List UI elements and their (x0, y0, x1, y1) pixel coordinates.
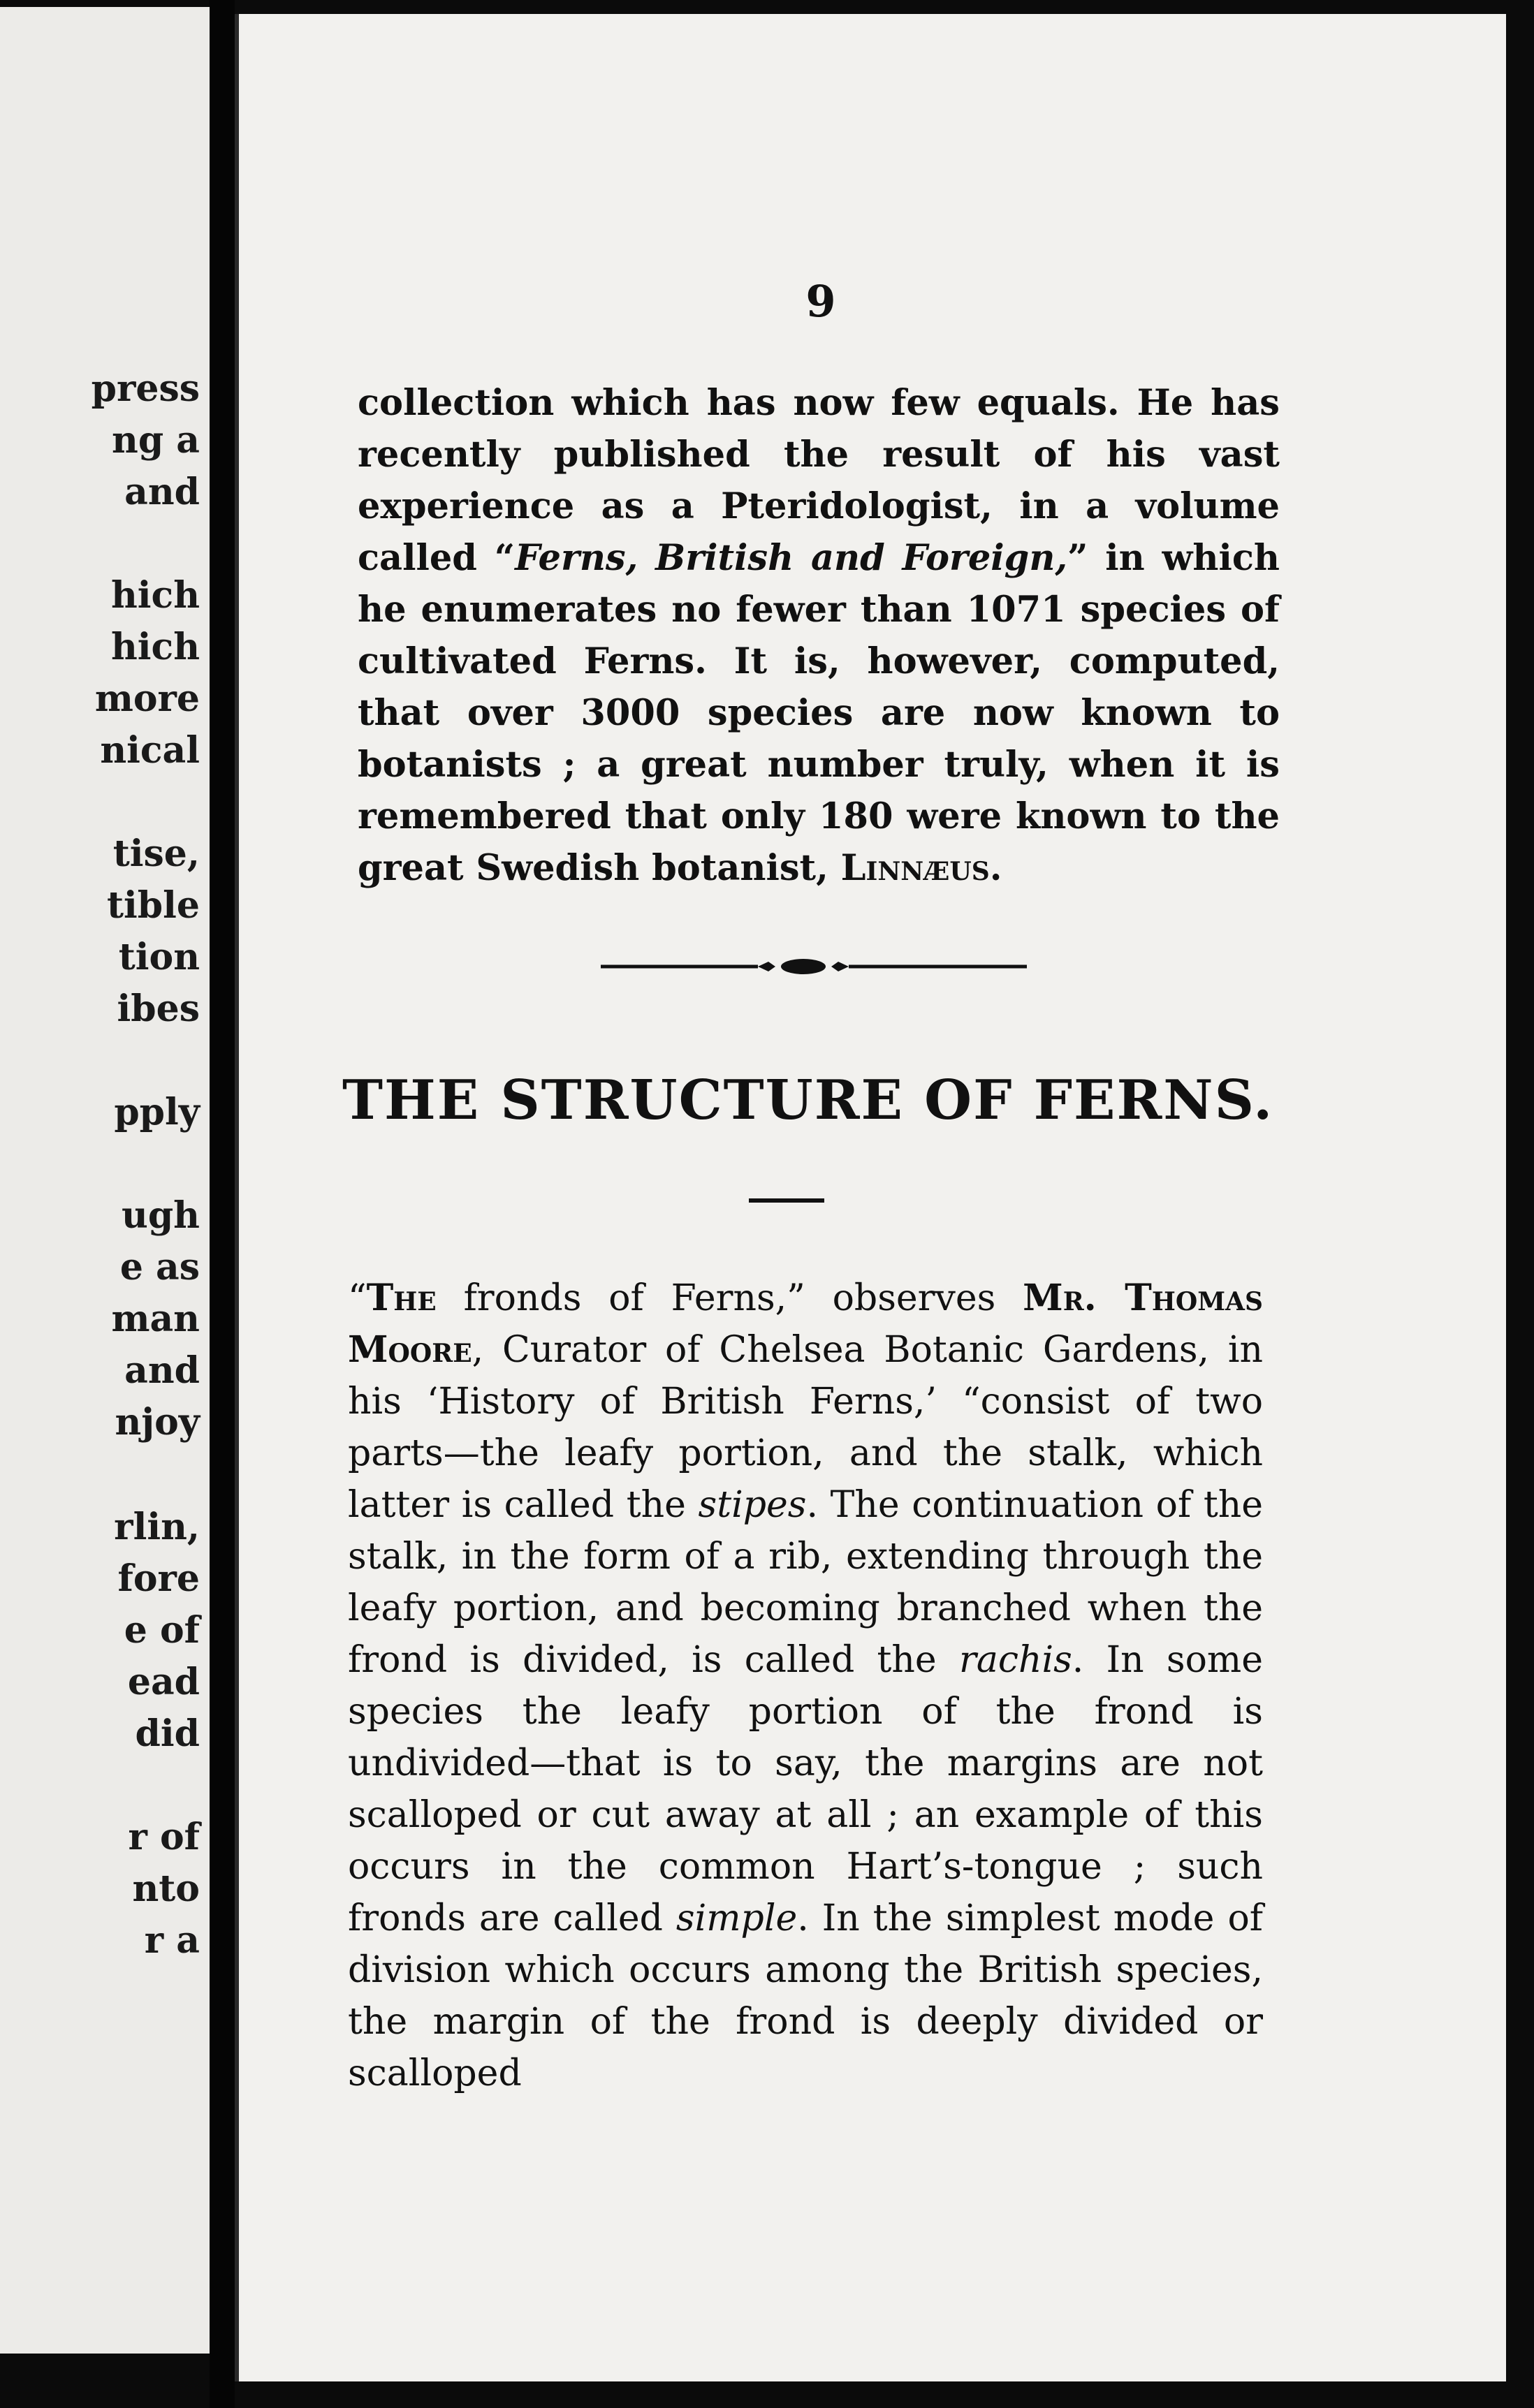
facing-page-fragment: e of (124, 1609, 200, 1652)
facing-page-fragment: rlin, (114, 1506, 200, 1548)
paragraph-opening-word: The (366, 1277, 437, 1319)
paragraph-text: collection which has now few equals. He has recently published the result of his vast experience as a Pteridologist, in a volume called “ (358, 382, 1280, 579)
facing-page-fragment: nical (100, 729, 200, 772)
paragraph-text: . In some species the leafy portion of the frond is undivided—that is to say, the margins are not scalloped or cut away at all ; an example of this occurs in the common Hart’s-tongue ; such fronds are called (348, 1639, 1263, 1939)
facing-page-fragment: r of (128, 1816, 200, 1858)
facing-page-fragment: man (111, 1298, 200, 1340)
facing-page-fragment: hich (110, 574, 200, 617)
facing-page-fragment: tible (107, 884, 200, 927)
paragraph-text: . (989, 847, 1002, 889)
title-underline-rule (749, 1198, 824, 1203)
section-title: THE STRUCTURE OF FERNS. (342, 1069, 1274, 1132)
book-title: Ferns, British and Foreign, (515, 537, 1068, 579)
paragraph-structure (348, 1272, 1263, 2099)
paragraph-intro (358, 377, 1280, 894)
author-name: Mr. Thomas Moore (348, 1277, 1263, 1371)
paragraph-text: “ (348, 1277, 367, 1319)
paragraph-text: . In the simplest mode of division which occurs among the British species, the margin of the frond is deeply divided or scalloped (348, 1897, 1263, 2094)
ornamental-divider (601, 953, 1027, 981)
term-rachis: rachis (958, 1639, 1072, 1681)
facing-page-fragment: more (94, 677, 200, 720)
facing-page-fragment: ng a (112, 419, 200, 462)
facing-page-fragment: e as (119, 1246, 200, 1289)
paragraph-text: ” in which he enumerates no fewer than 1071 species of cultivated Ferns. It is, however, computed, that over 3000 species are now known to botanists ; a great number truly, when it is remembered that only 180 were known to the great Swedish botanist, (358, 537, 1280, 889)
page-edge (235, 14, 239, 2381)
facing-page-fragment: hich (110, 626, 200, 668)
facing-page-fragment: r a (144, 1919, 200, 1962)
facing-page-fragment: tise, (112, 832, 200, 875)
facing-page-fragment: and (124, 1349, 200, 1392)
paragraph-text: , Curator of Chelsea Botanic Gardens, in his ‘History of British Ferns,’ “consist of two parts—the leafy portion, and the stalk, which latter is called the (348, 1329, 1263, 1526)
paragraph-text: fronds of Ferns,” observes (436, 1277, 1023, 1319)
term-simple: simple (675, 1897, 798, 1939)
book-gutter (210, 0, 235, 2408)
facing-page-fragment: pply (114, 1091, 200, 1133)
facing-page-fragment: ead (127, 1661, 200, 1703)
facing-page-fragment: nto (132, 1867, 200, 1910)
facing-page-fragment: fore (117, 1557, 200, 1600)
facing-page-fragment: njoy (115, 1401, 200, 1444)
facing-page-fragment: tion (118, 936, 200, 978)
facing-page-fragment: ugh (122, 1194, 200, 1237)
term-stipes: stipes (698, 1484, 807, 1526)
facing-page-fragment: and (124, 471, 200, 513)
facing-page (0, 7, 210, 2354)
facing-page-fragment: did (135, 1712, 200, 1755)
botanist-name: Linnæus (840, 847, 990, 889)
facing-page-fragment: ibes (117, 988, 200, 1030)
page-number: 9 (805, 276, 836, 327)
paragraph-text: . The continuation of the stalk, in the form of a rib, extending through the leafy portion, and becoming branched when the frond is divided, is called the (348, 1484, 1263, 1681)
facing-page-fragment: press (91, 367, 200, 410)
